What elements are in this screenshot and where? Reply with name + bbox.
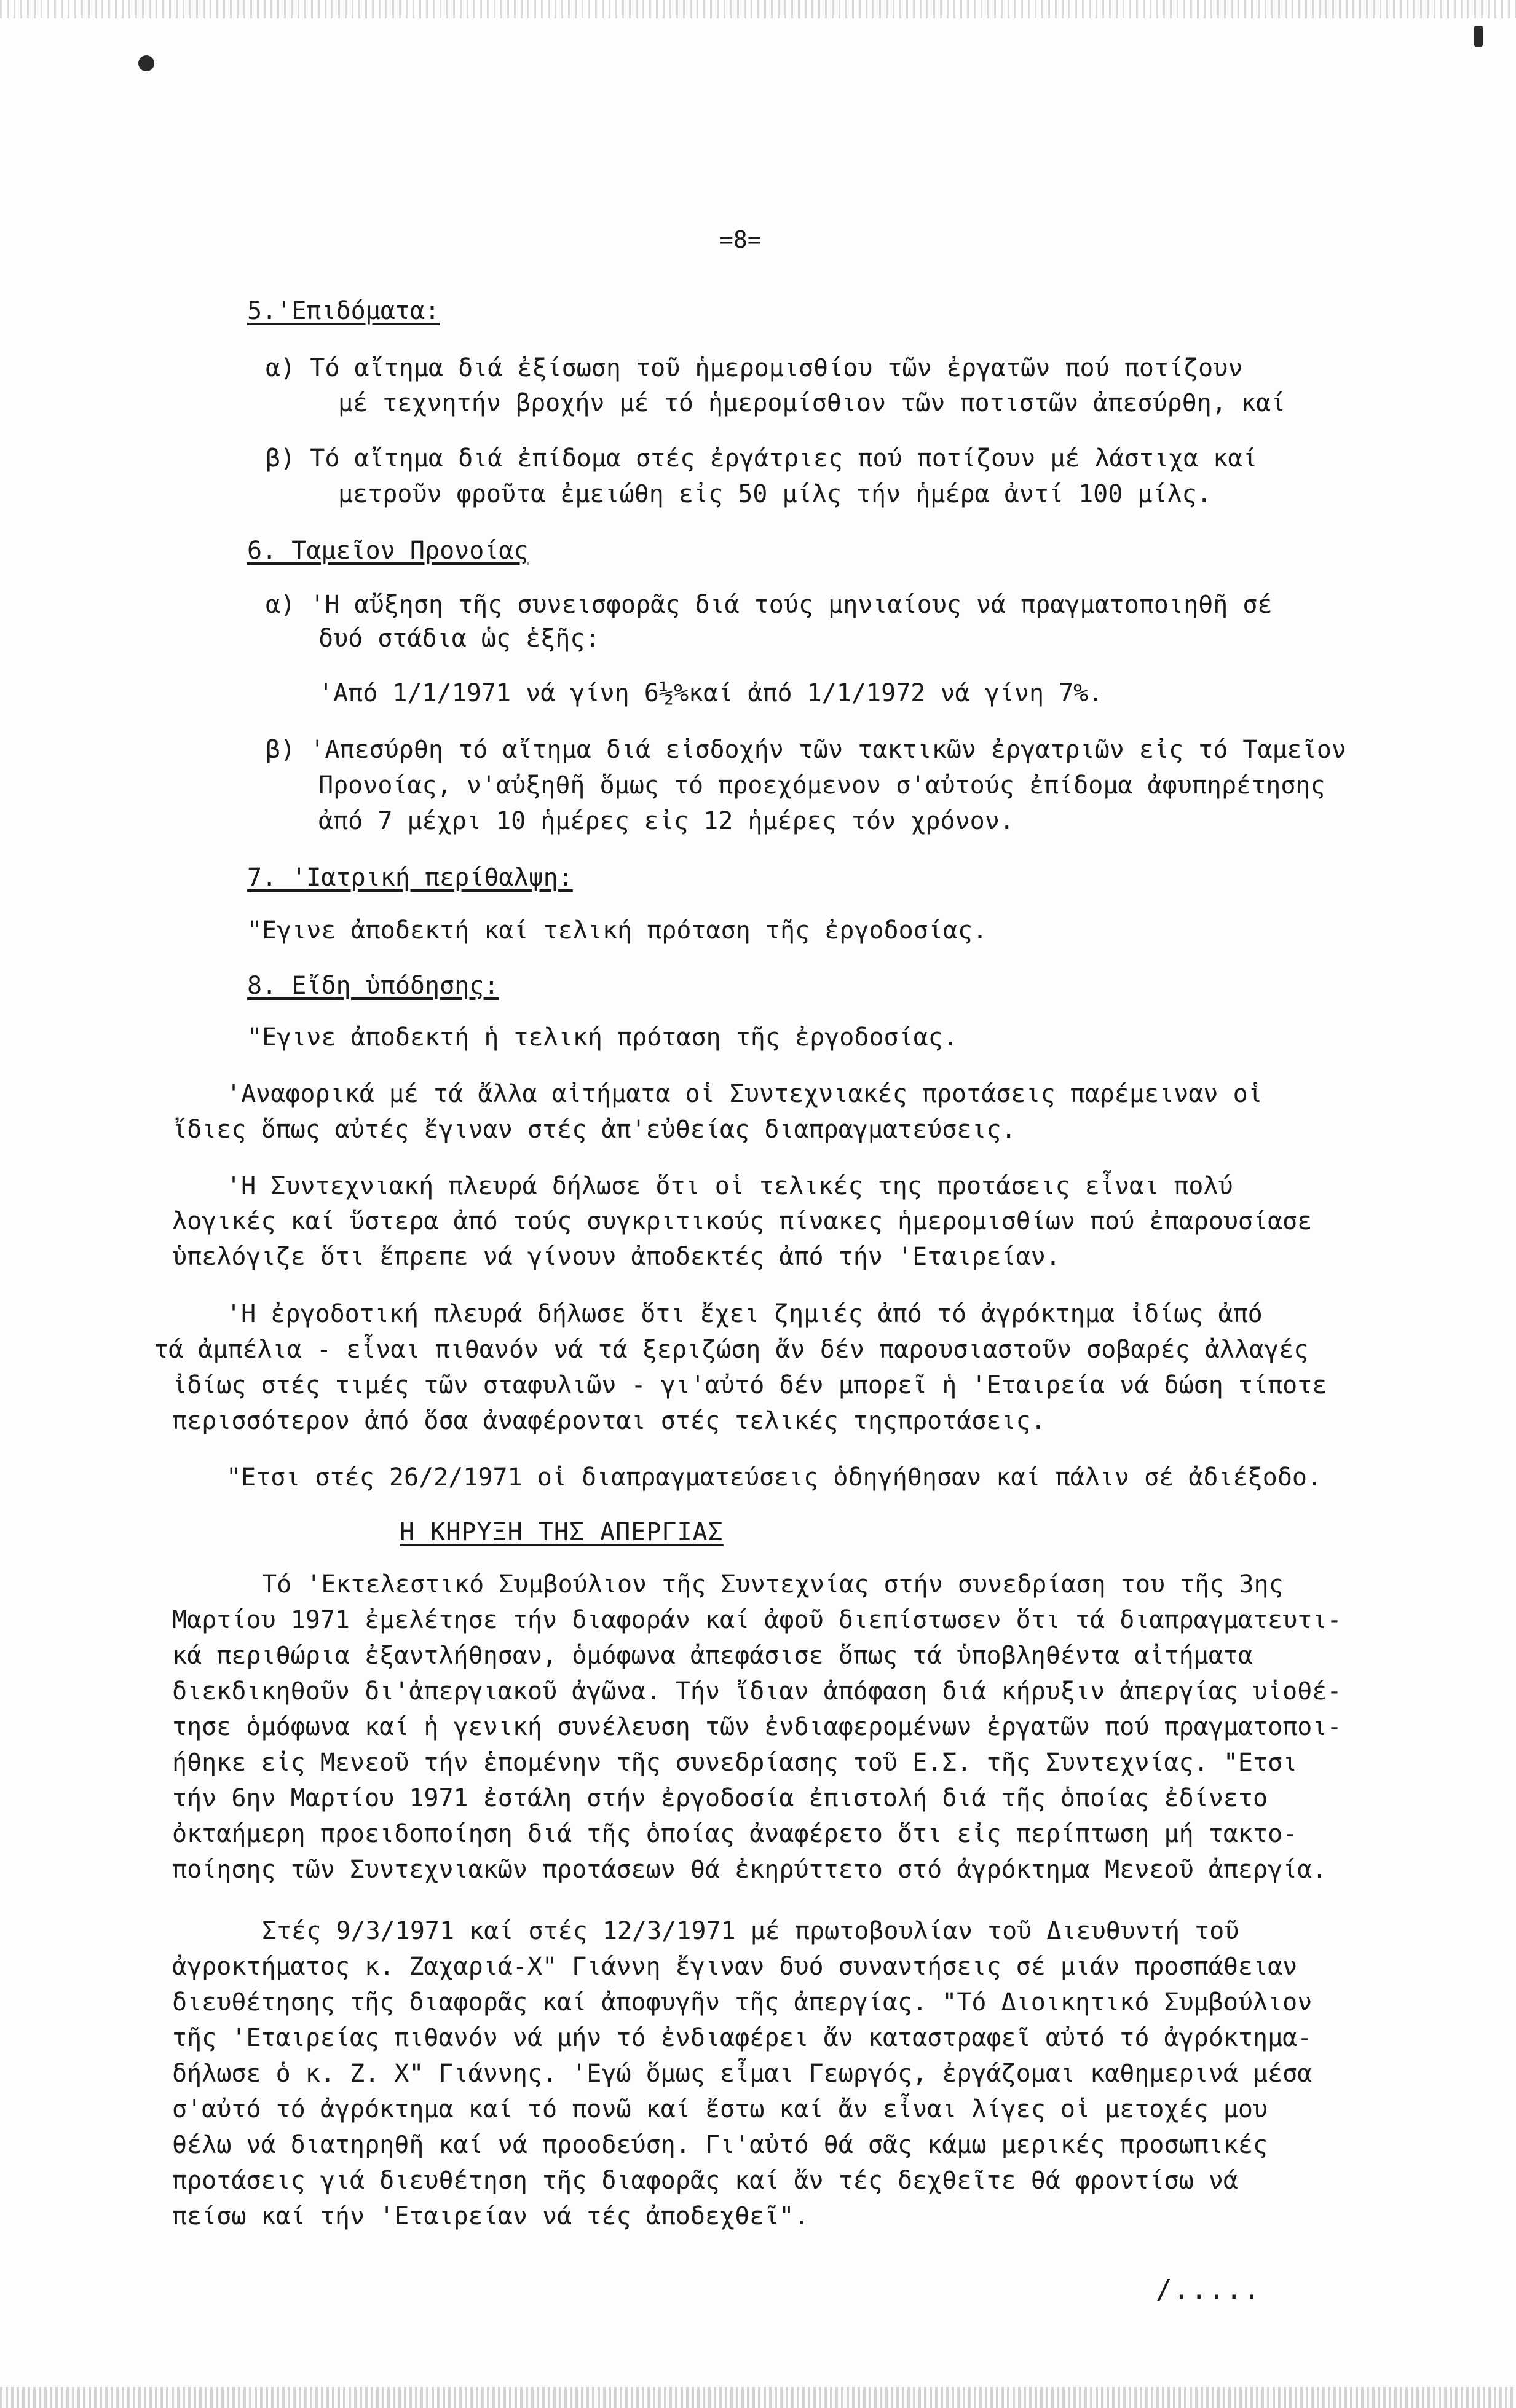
scan-speck <box>138 55 154 71</box>
scan-speck <box>1474 26 1483 47</box>
paragraph-line: Τό 'Εκτελεστικό Συμβούλιον τῆς Συντεχνίας στήν συνεδρίαση του τῆς 3ης <box>262 1570 1284 1599</box>
section-6b-line: ἀπό 7 μέχρι 10 ἡμέρες εἰς 12 ἡμέρες τόν χρόνον. <box>318 807 1014 835</box>
paragraph-line: σ'αὐτό τό ἀγρόκτημα καί τό πονῶ καί ἔστω καί ἄν εἶναι λίγες οἱ μετοχές μου <box>172 2095 1268 2123</box>
paragraph-line: τήν 6ην Μαρτίου 1971 ἐστάλη στήν ἐργοδοσία ἐπιστολή διά τῆς ὁποίας ἐδίνετο <box>172 1784 1268 1812</box>
strike-heading: Η ΚΗΡΥΞΗ ΤΗΣ ΑΠΕΡΓΙΑΣ <box>400 1518 724 1546</box>
paragraph-line: 'Η Συντεχνιακή πλευρά δήλωσε ὅτι οἱ τελικές της προτάσεις εἶναι πολύ <box>226 1172 1233 1200</box>
paragraph-line: ἰδίως στές τιμές τῶν σταφυλιῶν - γι'αὐτό δέν μπορεῖ ἡ 'Εταιρεία νά δώση τίποτε <box>172 1371 1327 1399</box>
paragraph-line: διευθέτησης τῆς διαφορᾶς καί ἀποφυγῆν τῆς ἀπεργίας. "Τό Διοικητικό Συμβούλιον <box>172 1988 1313 2017</box>
paragraph-line: τῆς 'Εταιρείας πιθανόν νά μήν τό ἐνδιαφέρει ἄν καταστραφεῖ αὐτό τό ἀγρόκτημα- <box>172 2024 1313 2052</box>
section-5a-line: μέ τεχνητήν βροχήν μέ τό ἡμερομίσθιον τῶν ποτιστῶν ἀπεσύρθη, καί <box>338 389 1286 417</box>
section-5a-line: α) Τό αἴτημα διά ἐξίσωση τοῦ ἡμερομισθίου τῶν ἐργατῶν πού ποτίζουν <box>266 354 1243 382</box>
section-6a-detail: 'Από 1/1/1971 νά γίνη 6½%καί ἀπό 1/1/1972 νά γίνη 7%. <box>318 679 1103 707</box>
paragraph-line: δήλωσε ὁ κ. Ζ. Χ" Γιάννης. 'Εγώ ὅμως εἶμαι Γεωργός, ἐργάζομαι καθημερινά μέσα <box>172 2060 1313 2088</box>
section-6a-line: δυό στάδια ὡς ἑξῆς: <box>318 624 600 653</box>
section-6-title: 6. Ταμεῖον Προνοίας <box>247 537 529 565</box>
paragraph-line: ποίησης τῶν Συντεχνιακῶν προτάσεων θά ἐκηρύττετο στό ἀγρόκτημα Μενεοῦ ἀπεργία. <box>172 1855 1327 1884</box>
section-5-title: 5.'Επιδόματα: <box>247 297 440 325</box>
section-7-title: 7. 'Ιατρική περίθαλψη: <box>247 864 573 892</box>
section-6b-line: Προνοίας, ν'αὐξηθῆ ὅμως τό προεχόμενον σ'αὐτούς ἐπίδομα ἀφυπηρέτησης <box>318 771 1325 800</box>
section-5b-line: β) Τό αἴτημα διά ἐπίδομα στές ἐργάτριες πού ποτίζουν μέ λάστιχα καί <box>266 444 1258 473</box>
paragraph-line: ἴδιες ὅπως αὐτές ἔγιναν στές ἀπ'εὐθείας διαπραγματεύσεις. <box>172 1115 1016 1144</box>
scan-edge-bottom <box>0 2387 1516 2408</box>
section-5b-line: μετροῦν φροῦτα ἐμειώθη εἰς 50 μίλς τήν ἡμέρα ἀντί 100 μίλς. <box>338 480 1212 508</box>
paragraph-line: Μαρτίου 1971 ἐμελέτησε τήν διαφοράν καί ἀφοῦ διεπίστωσεν ὅτι τά διαπραγματευτι- <box>172 1606 1342 1634</box>
paragraph-line: τά ἀμπέλια - εἶναι πιθανόν νά τά ξεριζώση ἄν δέν παρουσιαστοῦν σοβαρές ἀλλαγές <box>154 1336 1309 1364</box>
scan-edge-top <box>0 0 1516 18</box>
section-8-text: "Εγινε ἀποδεκτή ἡ τελική πρόταση τῆς ἐργοδοσίας. <box>247 1023 958 1052</box>
paragraph-line: ήθηκε εἰς Μενεοῦ τήν ἑπομένην τῆς συνεδρίασης τοῦ Ε.Σ. τῆς Συντεχνίας. "Ετσι <box>172 1749 1298 1777</box>
paragraph-line: "Ετσι στές 26/2/1971 οἱ διαπραγματεύσεις ὁδηγήθησαν καί πάλιν σέ ἀδιέξοδο. <box>226 1463 1322 1492</box>
paragraph-line: πείσω καί τήν 'Εταιρείαν νά τές ἀποδεχθεῖ". <box>172 2202 809 2230</box>
section-7-text: "Εγινε ἀποδεκτή καί τελική πρόταση τῆς ἐργοδοσίας. <box>247 916 988 945</box>
section-6a-line: α) 'Η αὔξηση τῆς συνεισφορᾶς διά τούς μηνιαίους νά πραγματοποιηθῆ σέ <box>266 591 1273 619</box>
paragraph-line: Στές 9/3/1971 καί στές 12/3/1971 μέ πρωτοβουλίαν τοῦ Διευθυντή τοῦ <box>262 1917 1239 1945</box>
paragraph-line: ὑπελόγιζε ὅτι ἔπρεπε νά γίνουν ἀποδεκτές ἀπό τήν 'Εταιρείαν. <box>172 1243 1060 1271</box>
paragraph-line: διεκδικηθοῦν δι'ἀπεργιακοῦ ἀγῶνα. Τήν ἴδιαν ἀπόφαση διά κήρυξιν ἀπεργίας υἱοθέ- <box>172 1677 1342 1706</box>
paragraph-line: τησε ὁμόφωνα καί ἡ γενική συνέλευση τῶν ἐνδιαφερομένων ἐργατῶν πού πραγματοποι- <box>172 1713 1342 1741</box>
continuation-mark: /..... <box>1156 2274 1261 2305</box>
paragraph-line: κά περιθώρια ἐξαντλήθησαν, ὁμόφωνα ἀπεφάσισε ὅπως τά ὑποβληθέντα αἰτήματα <box>172 1642 1253 1670</box>
paragraph-line: ὀκταήμερη προειδοποίηση διά τῆς ὁποίας ἀναφέρετο ὅτι εἰς περίπτωση μή τακτο- <box>172 1820 1298 1848</box>
paragraph-line: προτάσεις γιά διευθέτηση τῆς διαφορᾶς καί ἄν τές δεχθεῖτε θά φροντίσω νά <box>172 2166 1238 2195</box>
paragraph-line: λογικές καί ὕστερα ἀπό τούς συγκριτικούς πίνακες ἡμερομισθίων πού ἐπαρουσίασε <box>172 1207 1313 1235</box>
section-8-title: 8. Εἴδη ὑπόδησης: <box>247 972 499 1000</box>
paragraph-line: ἀγροκτήματος κ. Ζαχαριά-Χ" Γιάννη ἔγιναν δυό συναντήσεις σέ μιάν προσπάθειαν <box>172 1953 1298 1981</box>
paragraph-line: θέλω νά διατηρηθῆ καί νά προοδεύση. Γι'αὐτό θά σᾶς κάμω μερικές προσωπικές <box>172 2131 1268 2159</box>
paragraph-line: 'Η ἐργοδοτική πλευρά δήλωσε ὅτι ἔχει ζημιές ἀπό τό ἀγρόκτημα ἰδίως ἀπό <box>226 1300 1263 1328</box>
paragraph-line: περισσότερον ἀπό ὅσα ἀναφέρονται στές τελικές τηςπροτάσεις. <box>172 1407 1046 1435</box>
page-number: =8= <box>719 226 762 253</box>
paragraph-line: 'Αναφορικά μέ τά ἄλλα αἰτήματα οἱ Συντεχνιακές προτάσεις παρέμειναν οἱ <box>226 1080 1263 1108</box>
section-6b-line: β) 'Απεσύρθη τό αἴτημα διά εἰσδοχήν τῶν τακτικῶν ἐργατριῶν εἰς τό Ταμεῖον <box>266 736 1346 764</box>
